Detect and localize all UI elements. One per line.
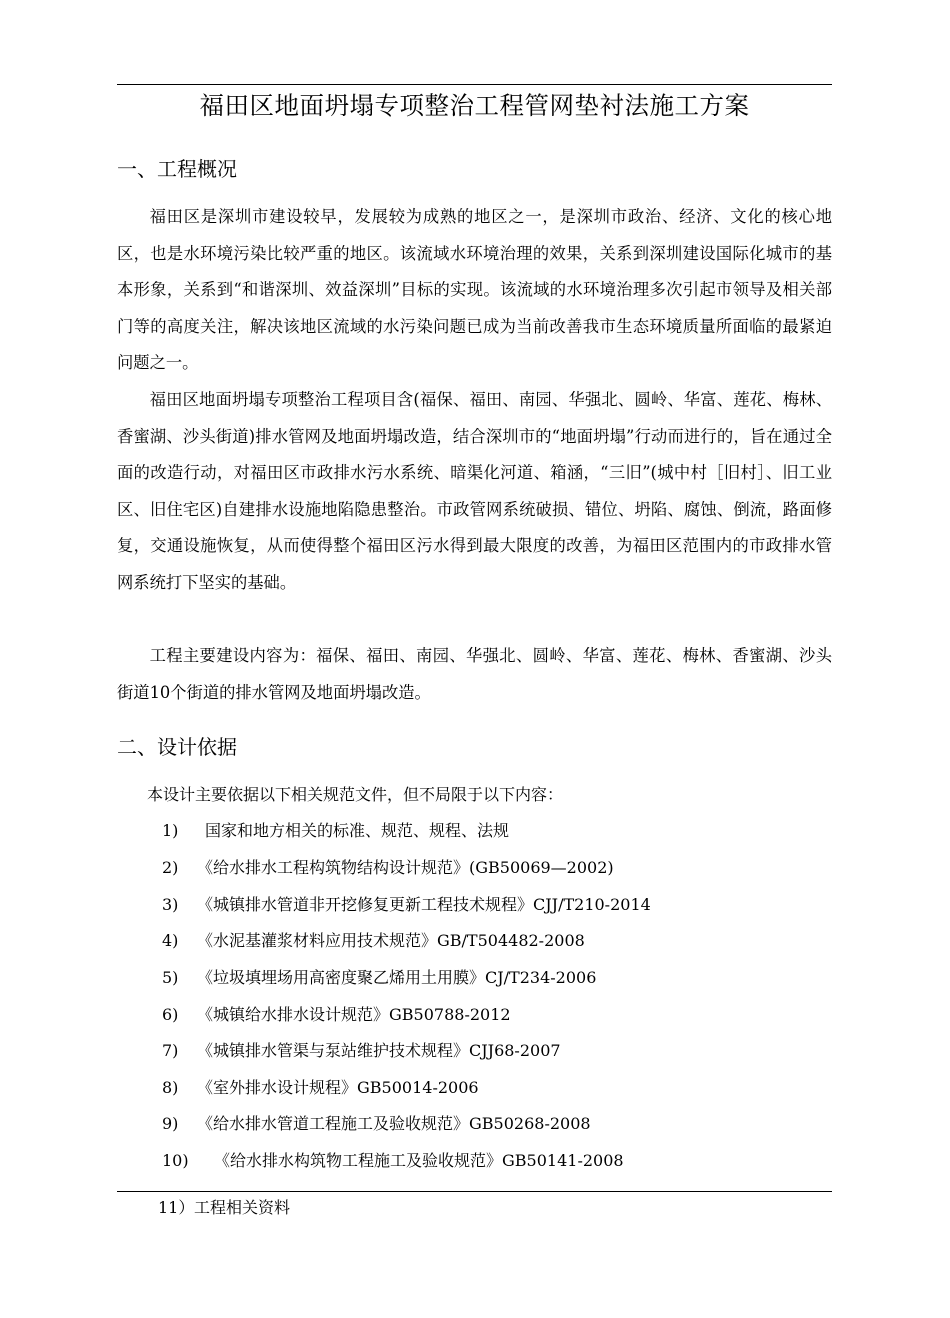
reference-number: 7) <box>162 1041 179 1060</box>
top-rule <box>117 84 832 85</box>
reference-number: 9) <box>162 1114 179 1133</box>
reference-text: 《城镇排水管道非开挖修复更新工程技术规程》CJJ/T210-2014 <box>197 895 651 914</box>
section-heading-design-basis: 二、设计依据 <box>117 735 237 759</box>
reference-text: 《城镇排水管渠与泵站维护技术规程》CJJ68-2007 <box>197 1041 561 1060</box>
overview-paragraph-1: 福田区是深圳市建设较早，发展较为成熟的地区之一，是深圳市政治、经济、文化的核心地区，也是水环境污染比较严重的地区。该流域水环境治理的效果，关系到深圳建设国际化城市的基本形象，关系到“和谐深圳、效益深圳”目标的实现。该流域的水环境治理多次引起市领导及相关部门等的高度关注，解决该地区流域的水污染问题已成为当前改善我市生态环境质量所面临的最紧迫问题之一。 <box>117 207 832 373</box>
reference-text: 《给水排水管道工程施工及验收规范》GB50268-2008 <box>197 1114 591 1133</box>
reference-number: 3) <box>162 895 179 914</box>
overview-paragraph-3: 工程主要建设内容为：福保、福田、南园、华强北、圆岭、华富、莲花、梅林、香蜜湖、沙头街道10个街道的排水管网及地面坍塌改造。 <box>117 646 832 702</box>
reference-number: 1) <box>162 821 179 840</box>
reference-number: 5) <box>162 968 179 987</box>
section-heading-overview: 一、工程概况 <box>117 157 237 181</box>
reference-number: 2) <box>162 858 179 877</box>
bottom-rule <box>117 1191 832 1192</box>
reference-text: 《给水排水构筑物工程施工及验收规范》GB50141-2008 <box>214 1151 624 1170</box>
reference-text: 工程相关资料 <box>194 1198 291 1217</box>
reference-number: 11） <box>158 1198 195 1217</box>
reference-number: 8) <box>162 1078 179 1097</box>
overview-paragraph-2: 福田区地面坍塌专项整治工程项目含(福保、福田、南园、华强北、圆岭、华富、莲花、梅林、香蜜湖、沙头街道)排水管网及地面坍塌改造，结合深圳市的“地面坍塌”行动而进行的，旨在通过全面的改造行动，对福田区市政排水污水系统、暗渠化河道、箱涵，“三旧”(城中村［旧村］、旧工业区、旧住宅区)自建排水设施地陷隐患整治。市政管网系统破损、错位、坍陷、腐蚀、倒流，路面修复，交通设施恢复，从而使得整个福田区污水得到最大限度的改善，为福田区范围内的市政排水管网系统打下坚实的基础。 <box>117 390 832 592</box>
reference-number: 4) <box>162 931 179 950</box>
reference-text: 《室外排水设计规程》GB50014-2006 <box>197 1078 479 1097</box>
reference-number: 10) <box>162 1151 189 1170</box>
reference-text: 《城镇给水排水设计规范》GB50788-2012 <box>197 1005 511 1024</box>
document-title: 福田区地面坍塌专项整治工程管网垫衬法施工方案 <box>199 91 750 120</box>
reference-number: 6) <box>162 1005 179 1024</box>
reference-text: 《垃圾填埋场用高密度聚乙烯用土用膜》CJ/T234-2006 <box>197 968 597 987</box>
reference-text: 国家和地方相关的标准、规范、规程、法规 <box>205 821 510 840</box>
reference-text: 《给水排水工程构筑物结构设计规范》(GB50069—2002) <box>197 858 614 877</box>
design-basis-intro: 本设计主要依据以下相关规范文件，但不局限于以下内容： <box>147 785 564 804</box>
reference-text: 《水泥基灌浆材料应用技术规范》GB/T504482-2008 <box>197 931 585 950</box>
